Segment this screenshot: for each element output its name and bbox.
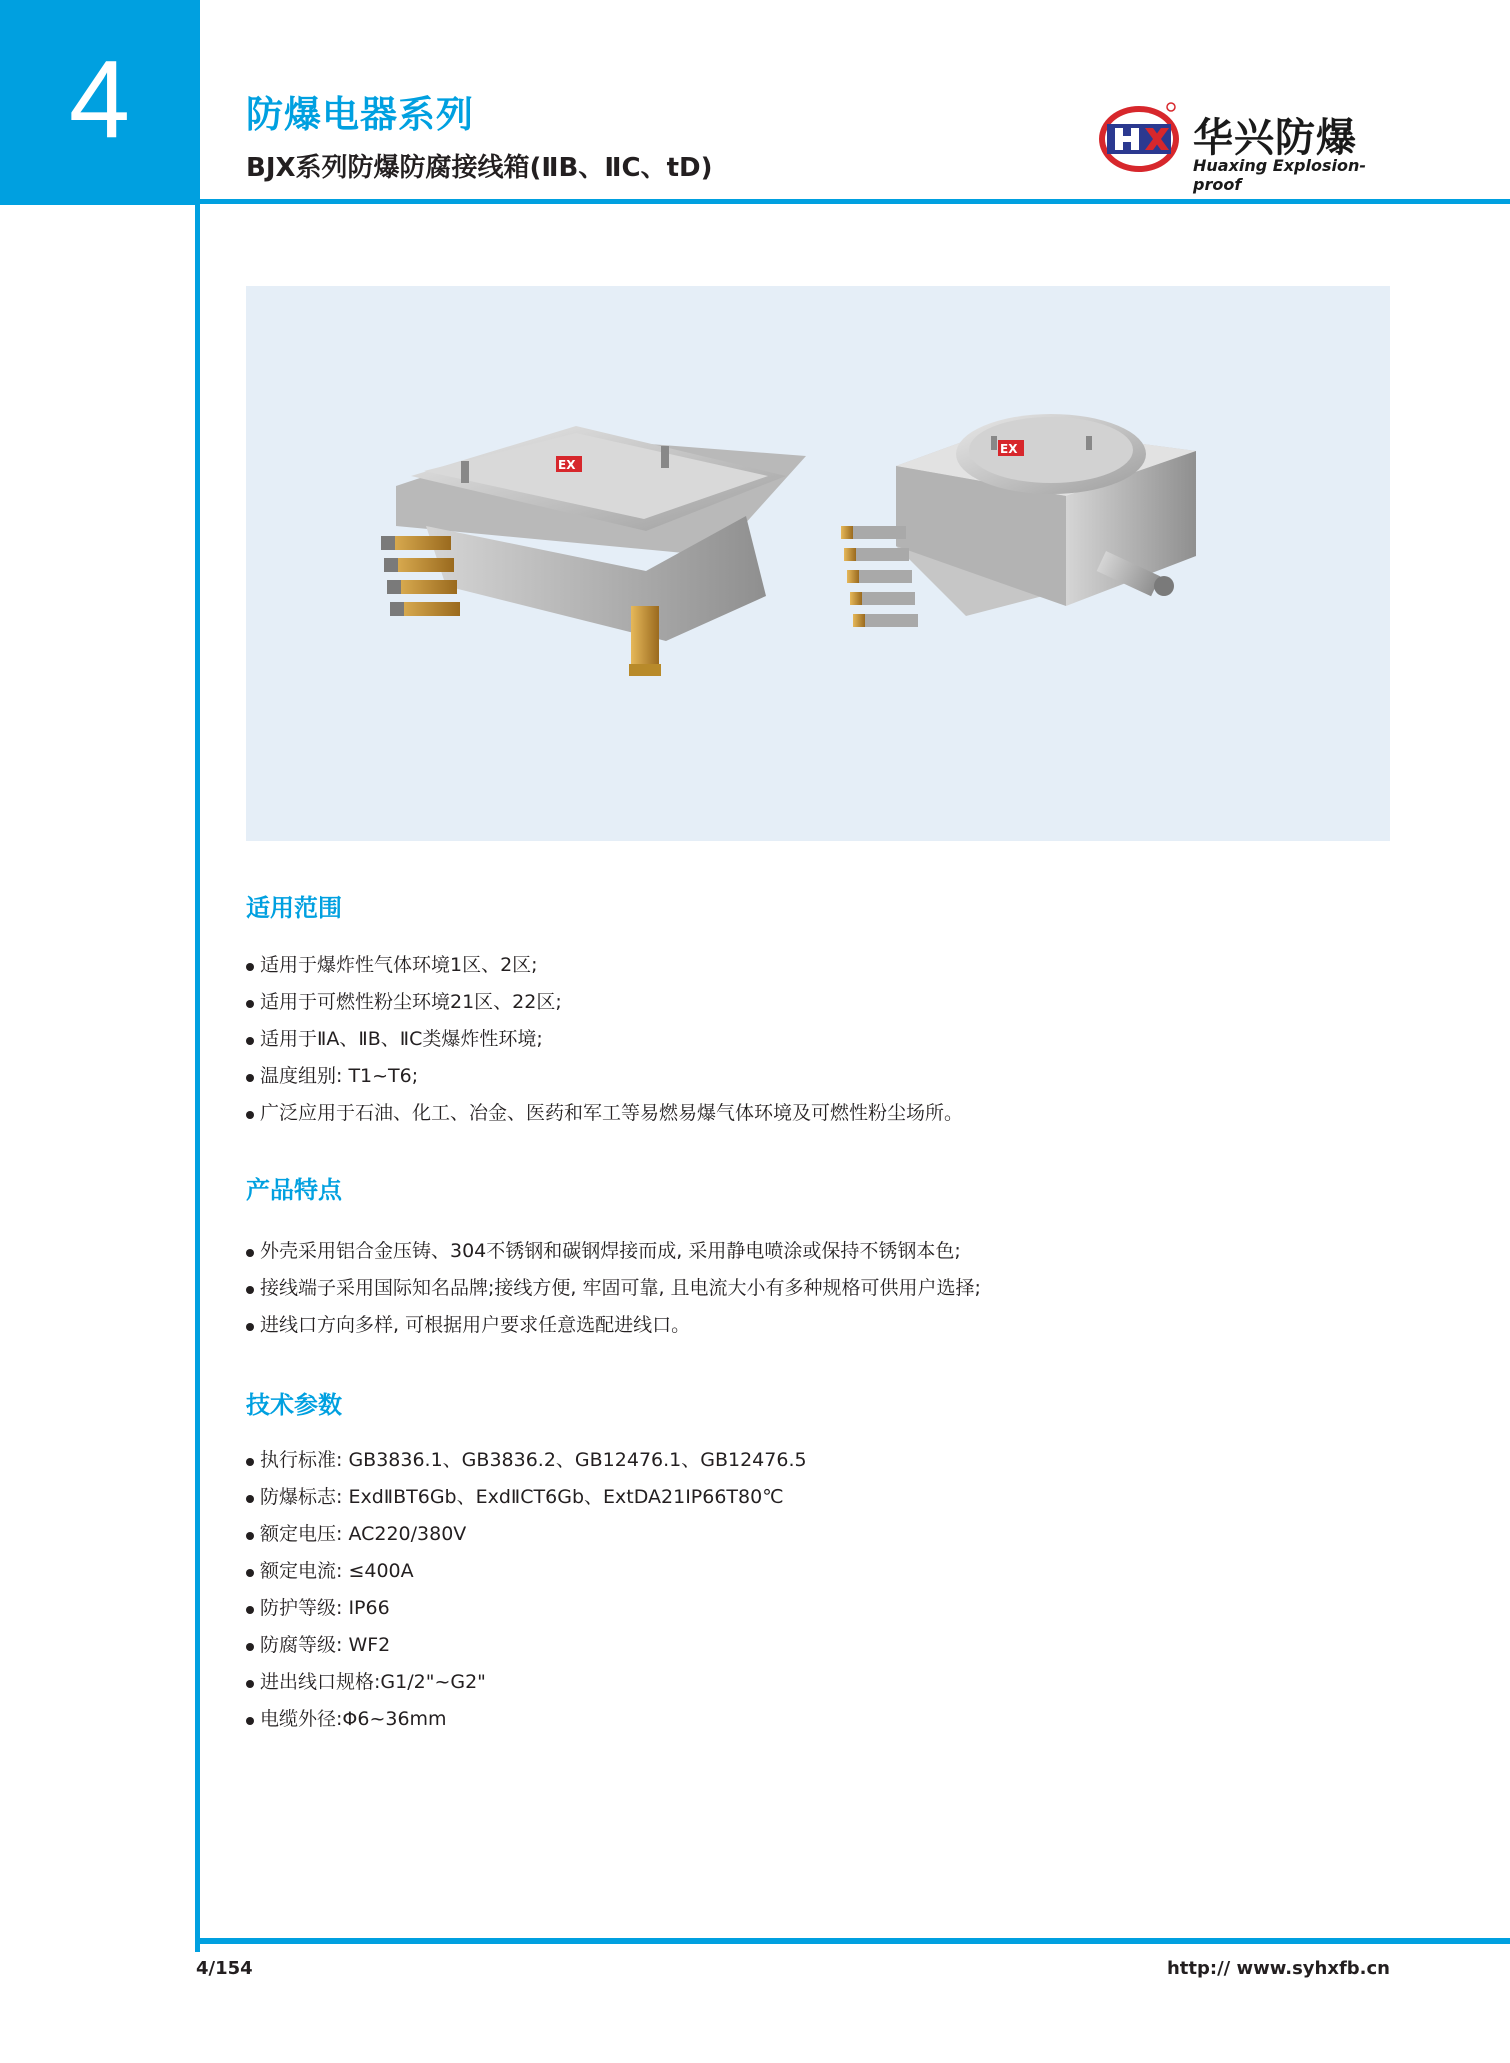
spec-item: 额定电流: ≤400A: [246, 1553, 807, 1590]
feature-item: 进线口方向多样, 可根据用户要求任意选配进线口。: [246, 1307, 981, 1344]
chapter-tab: [0, 0, 199, 205]
page-number: 4/154: [196, 1958, 253, 1979]
brand-logo: [1097, 98, 1397, 194]
box1-ex-label: EX: [558, 458, 576, 472]
scope-item: 温度组别: T1~T6;: [246, 1058, 963, 1095]
features-heading: 产品特点: [246, 1176, 342, 1204]
product-photo: [246, 286, 1390, 841]
footer-rule: [195, 1938, 1510, 1944]
chapter-number: 4: [68, 38, 131, 161]
scope-item: 适用于爆炸性气体环境1区、2区;: [246, 947, 963, 984]
junction-box-illustration: [246, 286, 1390, 841]
round-lid-junction-box: [841, 414, 1196, 627]
left-rule: [195, 0, 200, 1952]
logo-chinese-name: 华兴防爆: [1193, 115, 1357, 161]
spec-item: 额定电压: AC220/380V: [246, 1516, 807, 1553]
scope-section: [246, 888, 963, 1132]
features-section: [246, 1170, 981, 1344]
spec-item: 防爆标志: ExdⅡBT6Gb、ExdⅡCT6Gb、ExtDA21IP66T80℃: [246, 1479, 807, 1516]
header-rule: [195, 199, 1510, 204]
feature-item: 外壳采用铝合金压铸、304不锈钢和碳钢焊接而成, 采用静电喷涂或保持不锈钢本色;: [246, 1233, 981, 1270]
scope-item: 适用于可燃性粉尘环境21区、22区;: [246, 984, 963, 1021]
page-subtitle: BJX系列防爆防腐接线箱(ⅡB、ⅡC、tD): [246, 153, 713, 183]
scope-item: 广泛应用于石油、化工、冶金、医药和军工等易燃易爆气体环境及可燃性粉尘场所。: [246, 1095, 963, 1132]
spec-item: 执行标准: GB3836.1、GB3836.2、GB12476.1、GB12476.5: [246, 1442, 807, 1479]
scope-item: 适用于ⅡA、ⅡB、ⅡC类爆炸性环境;: [246, 1021, 963, 1058]
scope-heading: 适用范围: [246, 894, 342, 922]
logo-english-name: Huaxing Explosion-proof: [1193, 156, 1367, 194]
square-junction-box: [381, 426, 806, 676]
website-link[interactable]: http:// www.syhxfb.cn: [1166, 1958, 1390, 1979]
page-title: 防爆电器系列: [246, 93, 474, 136]
box2-ex-label: EX: [1000, 442, 1018, 456]
spec-item: 防腐等级: WF2: [246, 1627, 807, 1664]
spec-item: 电缆外径:Φ6~36mm: [246, 1701, 807, 1738]
specs-section: [246, 1385, 807, 1738]
spec-item: 防护等级: IP66: [246, 1590, 807, 1627]
hx-logo-icon: [1097, 98, 1181, 180]
specs-heading: 技术参数: [246, 1391, 342, 1419]
feature-item: 接线端子采用国际知名品牌;接线方便, 牢固可靠, 且电流大小有多种规格可供用户选择;: [246, 1270, 981, 1307]
spec-item: 进出线口规格:G1/2"~G2": [246, 1664, 807, 1701]
